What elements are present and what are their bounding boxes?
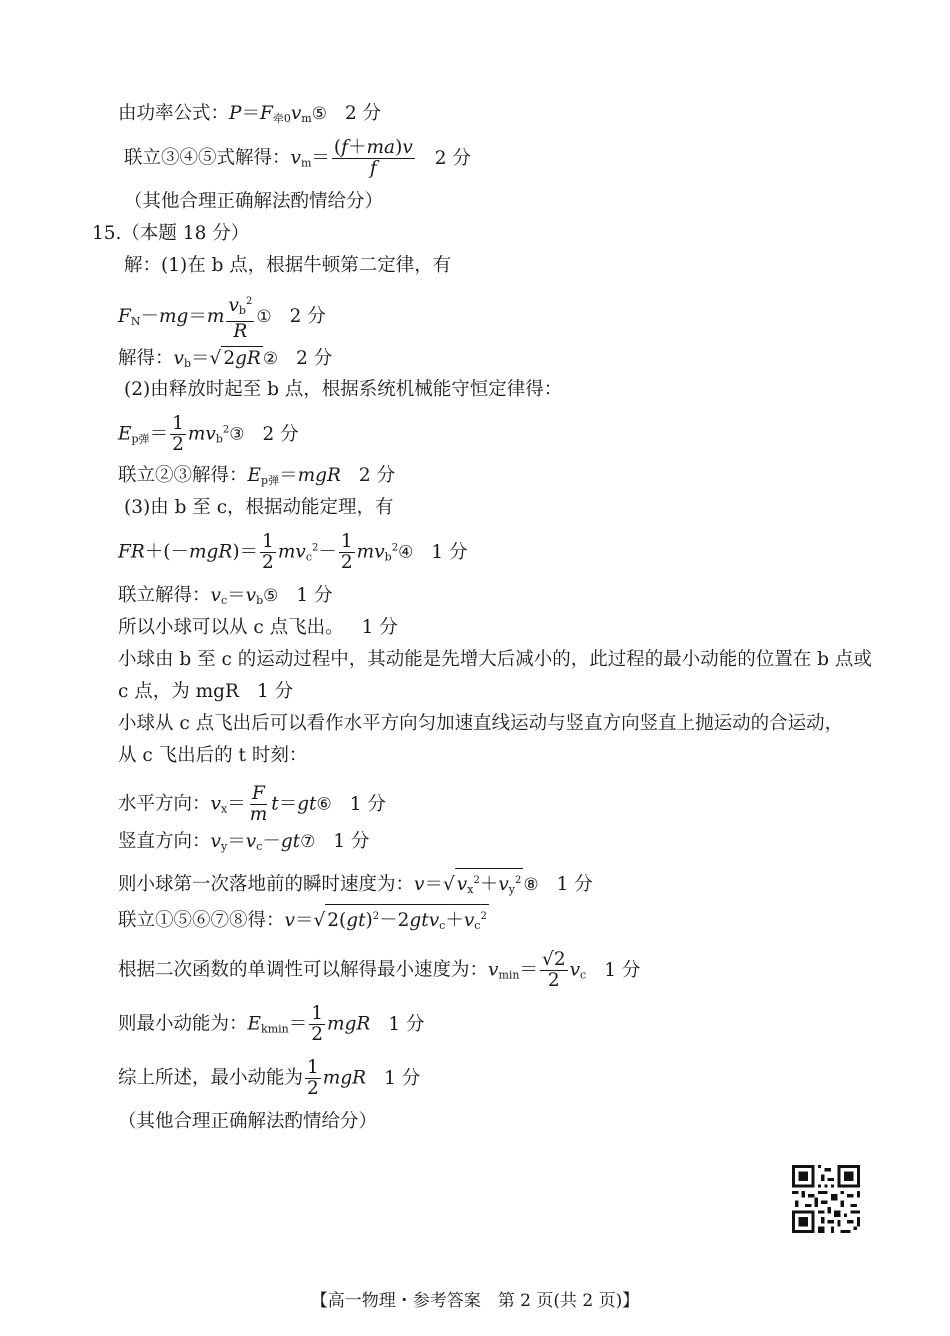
eq-work-energy: FR＋(－mgR)＝ $\frac{1}{2}$ $mv_c^2-$ $\frac{1}{2}$ $mv_b^2④$ 1 分 xyxy=(118,531,468,573)
text-min-ke-line2: c 点，为 mgR 1 分 xyxy=(118,681,294,702)
eq-vm: 联立③④⑤式解得：$v_m=$ $\frac{(f+ma)v}{f}$ 2 分 xyxy=(124,137,471,179)
eq-v-combined: 联立①⑤⑥⑦⑧得：v＝√ $2(gt)^2-2gtv_c+v_c^2$ xyxy=(118,904,489,938)
eq-newton: $F_N-mg=m$ $\frac{v_b^2}{R}$ ① 2 分 xyxy=(118,292,326,342)
step-1-intro: 解：(1)在 b 点，根据牛顿第二定律，有 xyxy=(124,255,452,276)
eq-power: 由功率公式：$P=F_{牵0}v_m⑤$ 2 分 xyxy=(118,103,382,125)
eq-ep-result: 联立②③解得：$E_{p弹}=mgR$ 2 分 xyxy=(118,465,396,487)
step-2-intro: (2)由释放时起至 b 点，根据系统机械能守恒定律得： xyxy=(124,379,563,400)
note-other-solutions-2: （其他合理正确解法酌情给分） xyxy=(118,1111,378,1132)
eq-ep: $E_{p弹}=$ $\frac{1}{2}$ $mv_b^2③$ 2 分 xyxy=(118,413,299,455)
eq-vb: 解得：$v_b=√$ 2gR ② 2 分 xyxy=(118,348,333,370)
text-min-ke-line1: 小球由 b 至 c 的运动过程中，其动能是先增大后减小的，此过程的最小动能的位置在 b 点或 xyxy=(118,649,872,670)
eq-v-magnitude: 则小球第一次落地前的瞬时速度为：v＝√ $v_x^2+v_y^2$ ⑧ 1 分 xyxy=(118,868,593,902)
note-other-solutions: （其他合理正确解法酌情给分） xyxy=(124,191,384,212)
text-motion-line1: 小球从 c 点飞出后可以看作水平方向匀加速直线运动与竖直方向竖直上抛运动的合运动， xyxy=(118,713,844,734)
step-3-intro: (3)由 b 至 c，根据动能定理，有 xyxy=(124,497,394,518)
eq-summary: 综上所述，最小动能为 $\frac{1}{2}$ mgR 1 分 xyxy=(118,1057,421,1099)
eq-vc: 联立解得：$v_c=v_b⑤$ 1 分 xyxy=(118,585,333,607)
qr-code-icon xyxy=(792,1165,860,1233)
text-motion-line2: 从 c 飞出后的 t 时刻： xyxy=(118,745,308,766)
page-footer: 【高一物理・参考答案 第 2 页(共 2 页)】 xyxy=(310,1291,640,1311)
conclusion-fly-out: 所以小球可以从 c 点飞出。 1 分 xyxy=(118,617,398,638)
eq-vx: 水平方向：$v_x=$ $\frac{F}{m}$ t＝gt⑥ 1 分 xyxy=(118,783,386,825)
eq-vmin: 根据二次函数的单调性可以解得最小速度为：$v_{min}=$ $\frac{√2}{2}$ $v_c$ 1 分 xyxy=(118,949,641,991)
eq-ekmin: 则最小动能为：$E_{kmin}=$ $\frac{1}{2}$ mgR 1 分 xyxy=(118,1003,425,1045)
question-15-heading: 15.（本题 18 分） xyxy=(92,223,250,244)
eq-vy: 竖直方向：$v_y=v_c-gt⑦$ 1 分 xyxy=(118,831,370,853)
